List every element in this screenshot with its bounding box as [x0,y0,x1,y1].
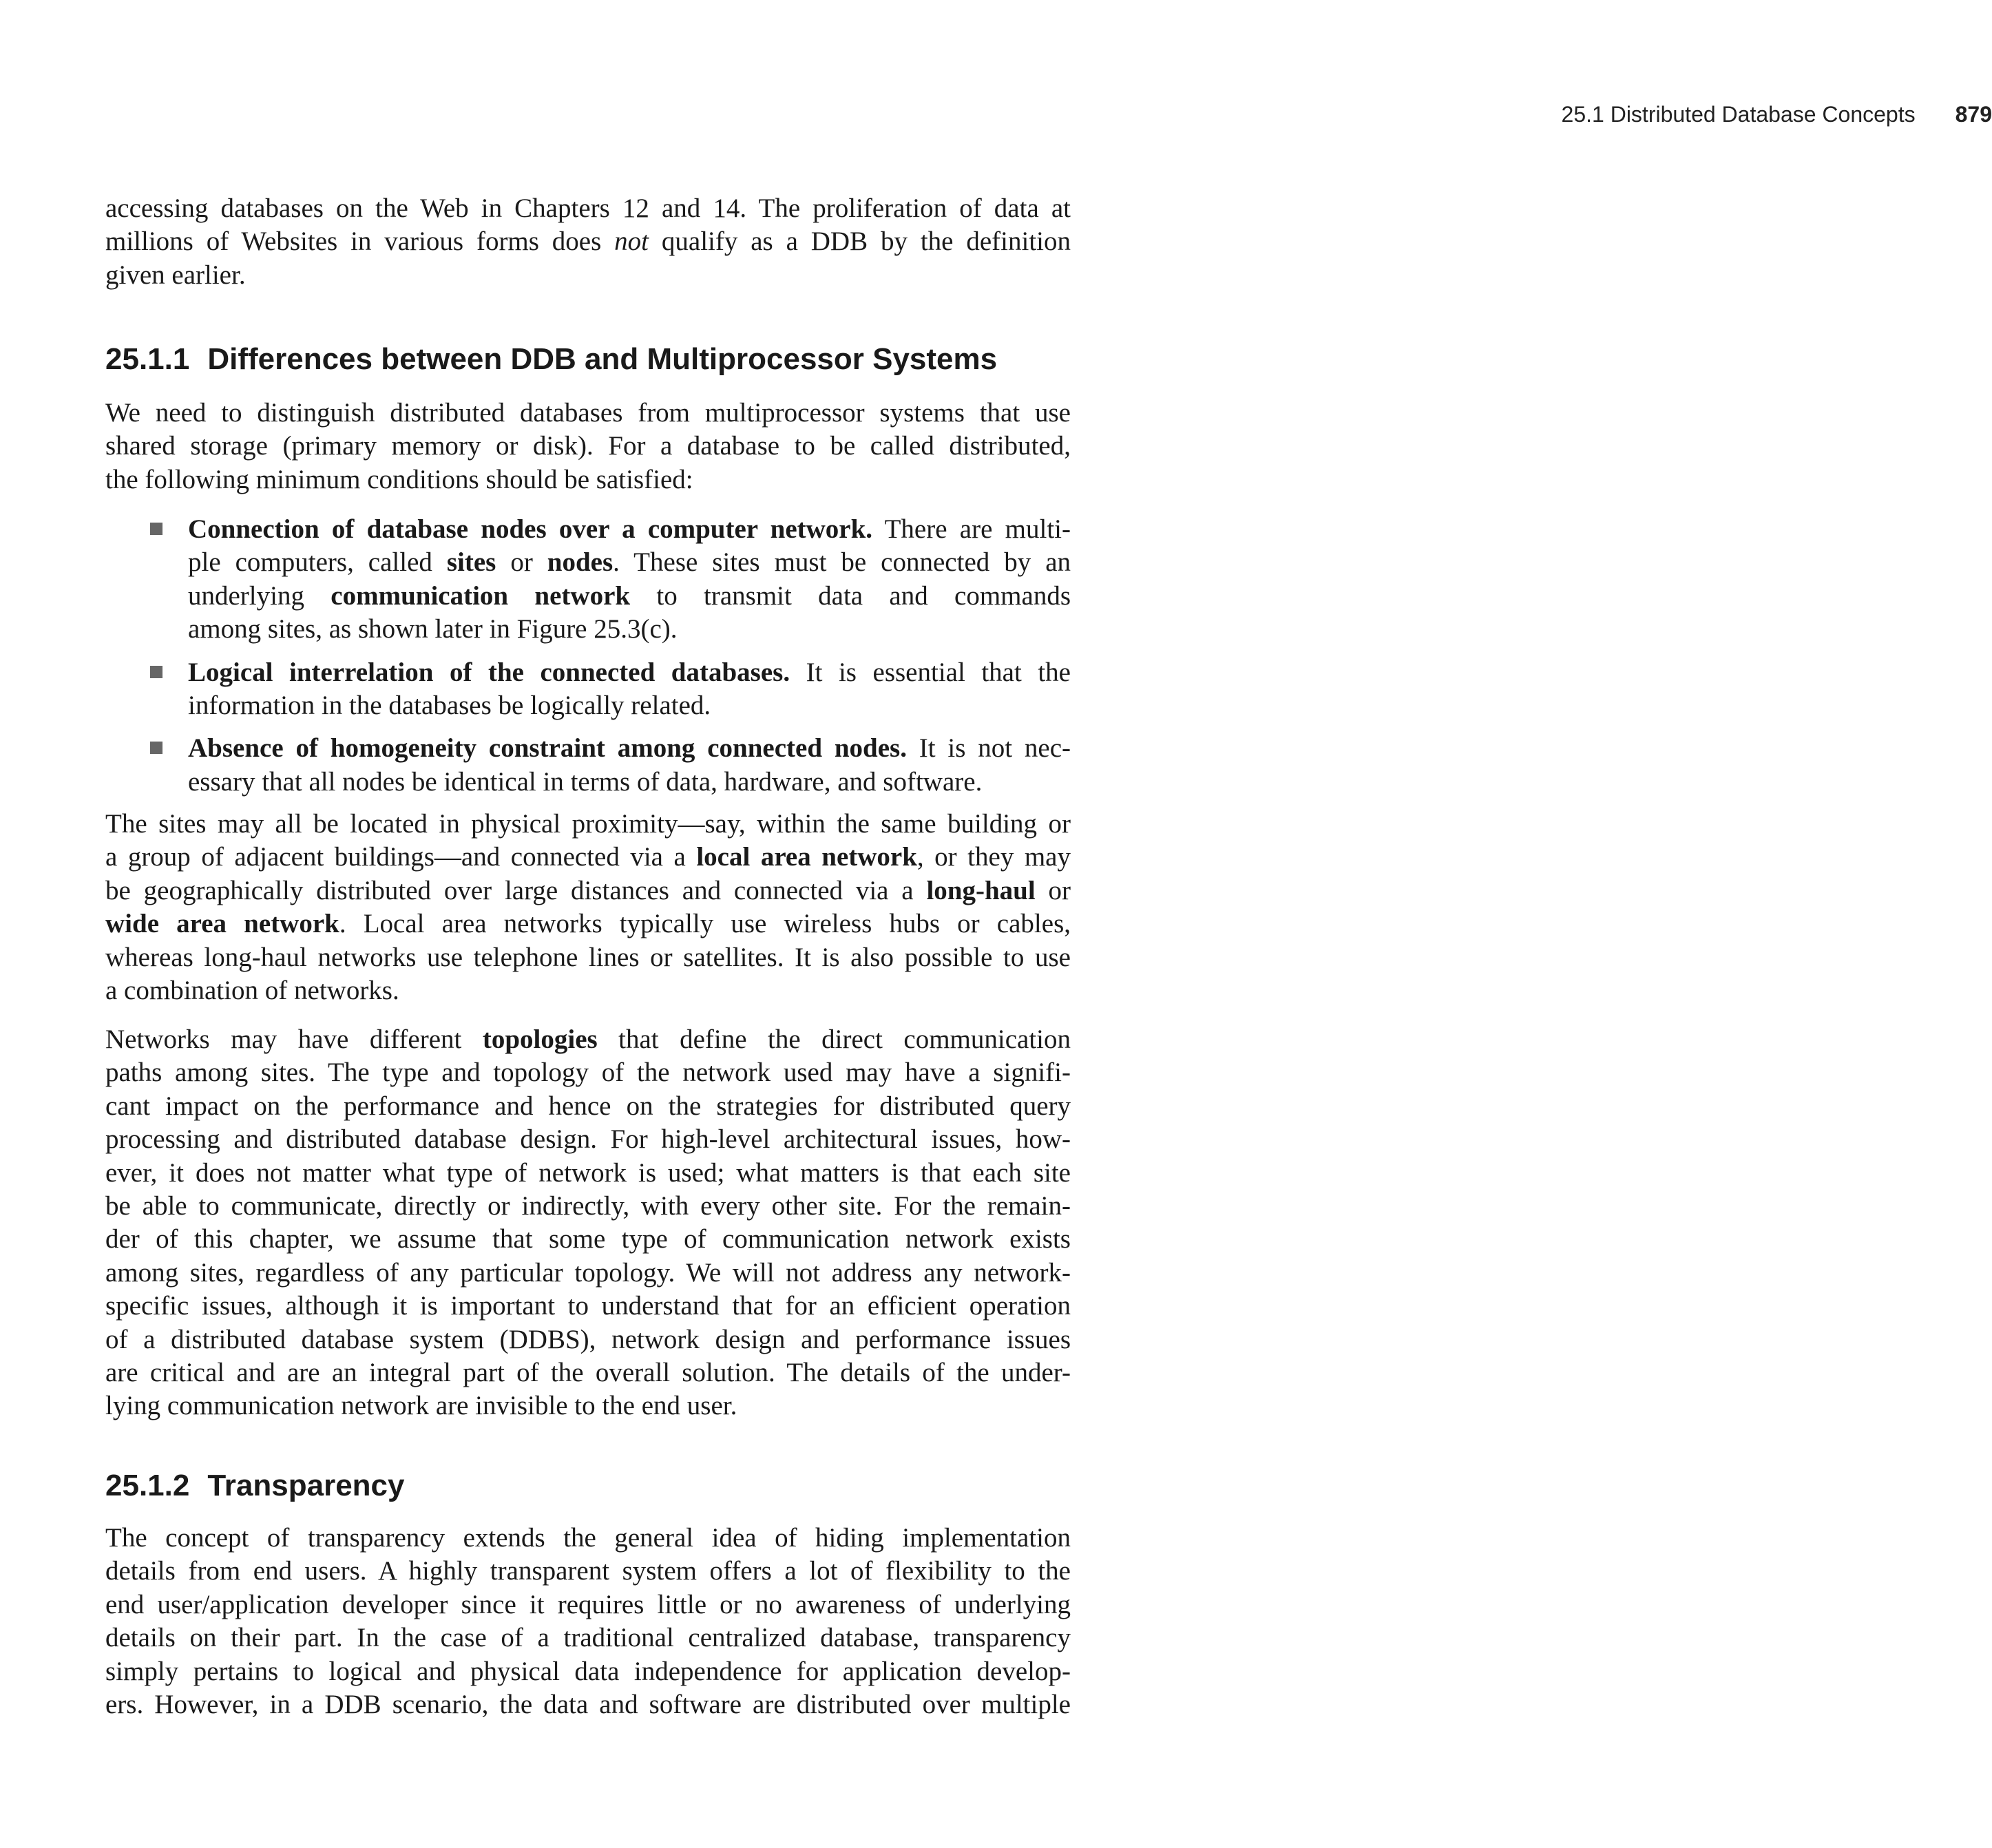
text-line [105,874,1071,907]
bold-term: communication network [331,580,631,611]
section-heading [105,342,997,377]
square-bullet-icon [150,523,162,535]
text-line [105,907,1071,941]
text-line: shared storage (primary memory or disk). For a database to be called distributed, [105,431,1071,461]
running-head-title: 25.1 Distributed Database Concepts [1561,102,1916,127]
text-line: information in the databases be logically related. [188,691,711,721]
text-run: underlying [188,580,331,611]
text-line: among sites, regardless of any particular topology. We will not address any network- [105,1257,1071,1288]
section-2-paragraph-1-block [105,1522,1071,1721]
text-line: be able to communicate, directly or indirectly, with every other site. For the remain- [105,1191,1071,1221]
text-line: ers. However, in a DDB scenario, the data and software are distributed over multiple [105,1690,1071,1720]
section-number: 25.1.1 [105,342,190,376]
page-number: 879 [1955,102,1992,127]
text-line: are critical and are an integral part of the overall solution. The details of the under- [105,1358,1071,1388]
text-line [105,225,1071,258]
text-run: millions of Websites in various forms does [105,227,615,257]
text-run: It is not nec- [906,733,1071,764]
bold-term: sites [446,547,496,578]
text-line: whereas long-haul networks use telephone lines or satellites. It is also possible to use [105,942,1071,972]
intro-paragraph [105,192,1071,292]
bold-term: topologies [482,1025,598,1054]
text-line [105,1023,1071,1056]
running-head [751,101,1992,128]
text-line: The sites may all be located in physical proximity—say, within the same building or [105,809,1071,839]
text-line: specific issues, although it is important to understand that for an efficient operation [105,1291,1071,1321]
text-line: end user/application developer since it requires little or no awareness of underlying [105,1589,1071,1619]
text-line: paths among sites. The type and topology of the network used may have a signifi- [105,1058,1071,1088]
text-run: . Local area networks typically use wireless hubs or cables, [339,909,1071,939]
bold-lead: Connection of database nodes over a computer network. [188,514,873,544]
text-run: Networks may have different [105,1025,483,1054]
text-line: given earlier. [105,260,246,290]
square-bullet-icon [150,666,162,678]
text-run: qualify as a DDB by the definition [649,227,1071,257]
text-line: details on their part. In the case of a traditional centralized database, transparency [105,1623,1071,1653]
section-number: 25.1.2 [105,1469,190,1502]
square-bullet-icon [150,742,162,754]
text-line: cant impact on the performance and hence on the strategies for distributed query [105,1091,1071,1121]
intro-paragraph-block [105,192,1071,292]
bold-lead: Logical interrelation of the connected databases. [188,657,790,687]
conditions-list [145,513,1071,799]
text-run: or [1035,875,1071,905]
section-1-paragraph-1-block [105,397,1071,496]
bold-term: nodes [547,547,614,578]
text-line: a combination of networks. [105,976,399,1006]
paragraph [105,1522,1071,1721]
text-line: essary that all nodes be identical in terms of data, hardware, and software. [188,766,983,797]
text-run: . These sites must be connected by an [613,547,1071,578]
bold-term: long-haul [926,875,1036,905]
text-run: ple computers, called [188,547,447,578]
text-run: to transmit data and commands [630,580,1071,611]
section-heading [105,1468,405,1504]
text-run: , or they may [916,842,1071,872]
text-line: The concept of transparency extends the general idea of hiding implementation [105,1523,1071,1553]
text-line: the following minimum conditions should be satisfied: [105,464,693,494]
section-title: Differences between DDB and Multiprocessor Systems [207,342,998,376]
text-line [105,841,1071,874]
text-run: There are multi- [872,514,1071,544]
text-run: It is essential that the [790,657,1071,687]
paragraph [105,1023,1071,1423]
bold-term: wide area network [105,909,339,939]
text-line: details from end users. A highly transparent system offers a lot of flexibility to the [105,1556,1071,1586]
list-item [145,732,1071,799]
text-line: We need to distinguish distributed databases from multiprocessor systems that use [105,398,1071,428]
text-run: be geographically distributed over large distances and connected via a [105,875,927,905]
text-line: lying communication network are invisible to the end user. [105,1391,737,1421]
bold-term: local area network [696,842,917,872]
text-line: among sites, as shown later in Figure 25.3(c). [188,614,678,644]
text-line [188,732,1071,765]
paragraph [105,808,1071,1007]
text-line [188,546,1071,579]
text-line: accessing databases on the Web in Chapters 12 and 14. The proliferation of data at [105,193,1071,223]
text-run: or [496,547,547,578]
text-run: a group of adjacent buildings—and connected via a [105,842,697,872]
emphasis-text: not [614,227,649,257]
text-line: der of this chapter, we assume that some type of communication network exists [105,1224,1071,1254]
text-line: ever, it does not matter what type of network is used; what matters is that each site [105,1157,1071,1188]
text-line [188,656,1071,689]
bold-lead: Absence of homogeneity constraint among connected nodes. [188,733,907,764]
text-line [188,580,1071,613]
list-item [145,513,1071,647]
section-title: Transparency [207,1469,405,1502]
section-1-paragraph-3-block [105,1023,1071,1423]
text-line [188,513,1071,546]
section-1-paragraph-2-block [105,808,1071,1007]
text-line: simply pertains to logical and physical data independence for application develop- [105,1656,1071,1686]
paragraph [105,397,1071,496]
list-item [145,656,1071,723]
text-line: of a distributed database system (DDBS), network design and performance issues [105,1324,1071,1354]
text-line: processing and distributed database design. For high-level architectural issues, how- [105,1124,1071,1155]
text-run: that define the direct communication [597,1025,1071,1054]
